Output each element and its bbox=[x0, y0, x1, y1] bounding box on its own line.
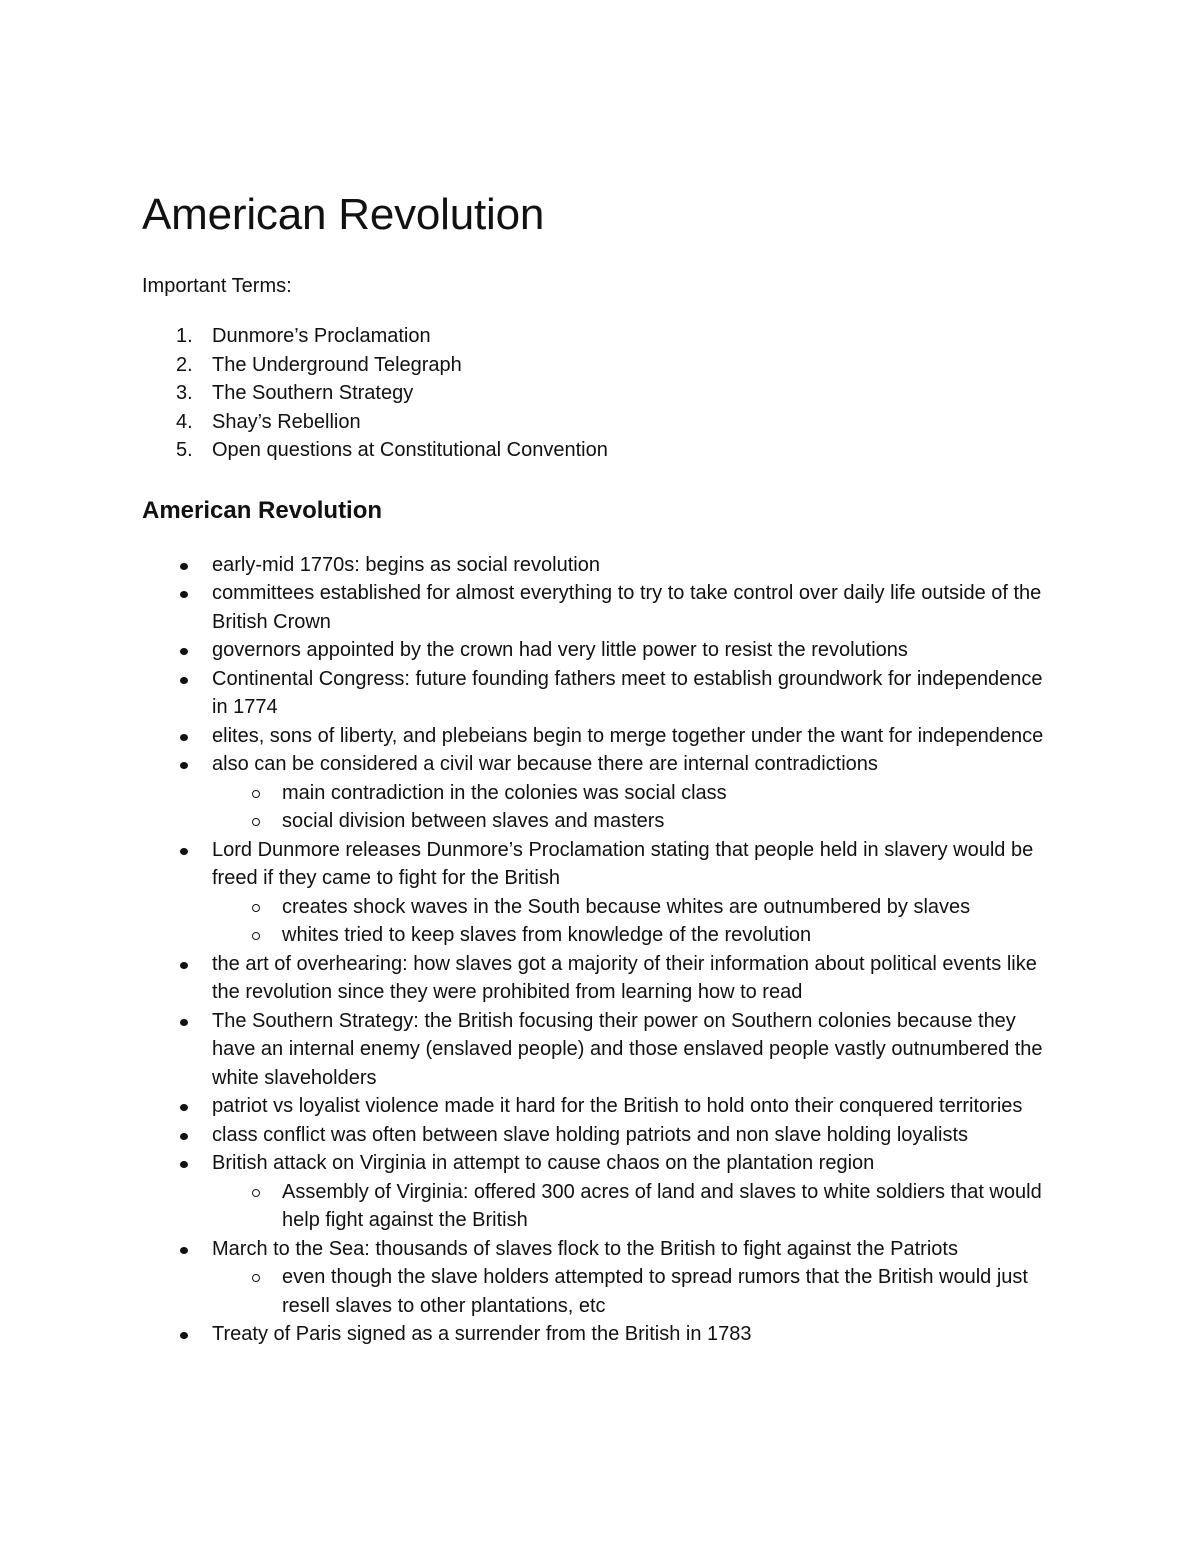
list-item-text: The Southern Strategy bbox=[212, 382, 414, 404]
bullet-dot-icon bbox=[180, 1247, 188, 1254]
bullet-dot-icon bbox=[180, 1332, 188, 1339]
section-heading: American Revolution bbox=[142, 496, 383, 524]
sub-bullet-list bbox=[212, 1263, 1052, 1320]
list-number: 3. bbox=[176, 382, 193, 404]
document-page bbox=[142, 190, 1072, 1349]
list-number: 1. bbox=[176, 325, 193, 347]
bullet-text: The Southern Strategy: the British focusing their power on Southern colonies because they have an internal enemy (enslaved people) and those enslaved people vastly outnumbered the white slaveholders bbox=[212, 1009, 1043, 1089]
sub-bullet-text: social division between slaves and masters bbox=[282, 810, 665, 832]
bullet-text: elites, sons of liberty, and plebeians begin to merge together under the want for independence bbox=[212, 724, 1044, 747]
hollow-circle-icon bbox=[252, 790, 260, 798]
bullet-text: committees established for almost everything to try to take control over daily life outside of the British Crown bbox=[212, 582, 1042, 633]
terms-list bbox=[142, 322, 1072, 465]
sub-bullet-item bbox=[212, 807, 1052, 836]
bullet-text: the art of overhearing: how slaves got a majority of their information about political events like the revolution since they were prohibited from learning how to read bbox=[212, 952, 1037, 1003]
bullet-text: governors appointed by the crown had very little power to resist the revolutions bbox=[212, 639, 908, 661]
bullet-text: British attack on Virginia in attempt to cause chaos on the plantation region bbox=[212, 1152, 875, 1174]
bullet-dot-icon bbox=[180, 1161, 188, 1168]
bullet-item bbox=[142, 665, 1072, 722]
bullet-item bbox=[142, 551, 1072, 580]
list-item-text: Shay’s Rebellion bbox=[212, 410, 361, 433]
bullet-item bbox=[142, 1149, 1072, 1235]
sub-bullet-list bbox=[212, 779, 1052, 836]
bullet-dot-icon bbox=[180, 648, 188, 655]
bullet-dot-icon bbox=[180, 1104, 188, 1111]
sub-bullet-text: Assembly of Virginia: offered 300 acres of land and slaves to white soldiers that would help fight against the British bbox=[282, 1180, 1042, 1231]
sub-bullet-item bbox=[212, 779, 1052, 808]
bullet-item bbox=[142, 836, 1072, 950]
list-number: 4. bbox=[176, 410, 193, 433]
hollow-circle-icon bbox=[252, 932, 260, 940]
list-item bbox=[142, 408, 1072, 437]
bullet-text: Treaty of Paris signed as a surrender from the British in 1783 bbox=[212, 1323, 752, 1345]
sub-bullet-item bbox=[212, 1178, 1052, 1235]
bullet-text: Continental Congress: future founding fathers meet to establish groundwork for independence in 1774 bbox=[212, 667, 1043, 718]
list-item-text: The Underground Telegraph bbox=[212, 353, 462, 376]
bullet-item bbox=[142, 1121, 1072, 1150]
sub-bullet-list bbox=[212, 893, 1052, 950]
sub-bullet-item bbox=[212, 893, 1052, 922]
bullet-text: early-mid 1770s: begins as social revolution bbox=[212, 553, 600, 576]
hollow-circle-icon bbox=[252, 818, 260, 826]
bullet-dot-icon bbox=[180, 563, 188, 570]
bullet-text: Lord Dunmore releases Dunmore’s Proclamation stating that people held in slavery would be freed if they came to fight for the British bbox=[212, 838, 1034, 889]
bullet-dot-icon bbox=[180, 591, 188, 598]
hollow-circle-icon bbox=[252, 1274, 260, 1282]
bullet-dot-icon bbox=[180, 1133, 188, 1140]
bullet-text: patriot vs loyalist violence made it hard for the British to hold onto their conquered territories bbox=[212, 1095, 1023, 1117]
bullet-item bbox=[142, 636, 1072, 665]
bullet-item bbox=[142, 1320, 1072, 1349]
page-title: American Revolution bbox=[142, 190, 545, 239]
list-item bbox=[142, 351, 1072, 380]
hollow-circle-icon bbox=[252, 1189, 260, 1197]
sub-bullet-item bbox=[212, 921, 1052, 950]
list-number: 5. bbox=[176, 439, 193, 461]
list-item-text: Dunmore’s Proclamation bbox=[212, 325, 431, 347]
bullet-item bbox=[142, 750, 1072, 836]
bullet-dot-icon bbox=[180, 1019, 188, 1026]
list-item bbox=[142, 322, 1072, 351]
sub-bullet-text: whites tried to keep slaves from knowledge of the revolution bbox=[282, 924, 812, 946]
sub-bullet-text: even though the slave holders attempted to spread rumors that the British would just resell slaves to other plantations, etc bbox=[282, 1266, 1028, 1317]
sub-bullet-text: creates shock waves in the South because whites are outnumbered by slaves bbox=[282, 895, 971, 918]
bullet-item bbox=[142, 579, 1072, 636]
bullet-dot-icon bbox=[180, 734, 188, 741]
bullet-item bbox=[142, 950, 1072, 1007]
bullet-list bbox=[142, 551, 1072, 1349]
hollow-circle-icon bbox=[252, 904, 260, 912]
list-item bbox=[142, 436, 1072, 465]
bullet-item bbox=[142, 722, 1072, 751]
bullet-text: class conflict was often between slave holding patriots and non slave holding loyalists bbox=[212, 1123, 968, 1146]
sub-bullet-text: main contradiction in the colonies was social class bbox=[282, 781, 727, 804]
list-number: 2. bbox=[176, 353, 193, 376]
list-item-text: Open questions at Constitutional Convention bbox=[212, 439, 608, 461]
bullet-item bbox=[142, 1007, 1072, 1093]
bullet-dot-icon bbox=[180, 762, 188, 769]
bullet-text: also can be considered a civil war because there are internal contradictions bbox=[212, 753, 878, 775]
sub-bullet-item bbox=[212, 1263, 1052, 1320]
bullet-item bbox=[142, 1092, 1072, 1121]
bullet-dot-icon bbox=[180, 848, 188, 855]
terms-label: Important Terms: bbox=[142, 275, 292, 297]
list-item bbox=[142, 379, 1072, 408]
sub-bullet-list bbox=[212, 1178, 1052, 1235]
bullet-item bbox=[142, 1235, 1072, 1321]
bullet-dot-icon bbox=[180, 677, 188, 684]
bullet-text: March to the Sea: thousands of slaves flock to the British to fight against the Patriots bbox=[212, 1237, 958, 1260]
bullet-dot-icon bbox=[180, 962, 188, 969]
